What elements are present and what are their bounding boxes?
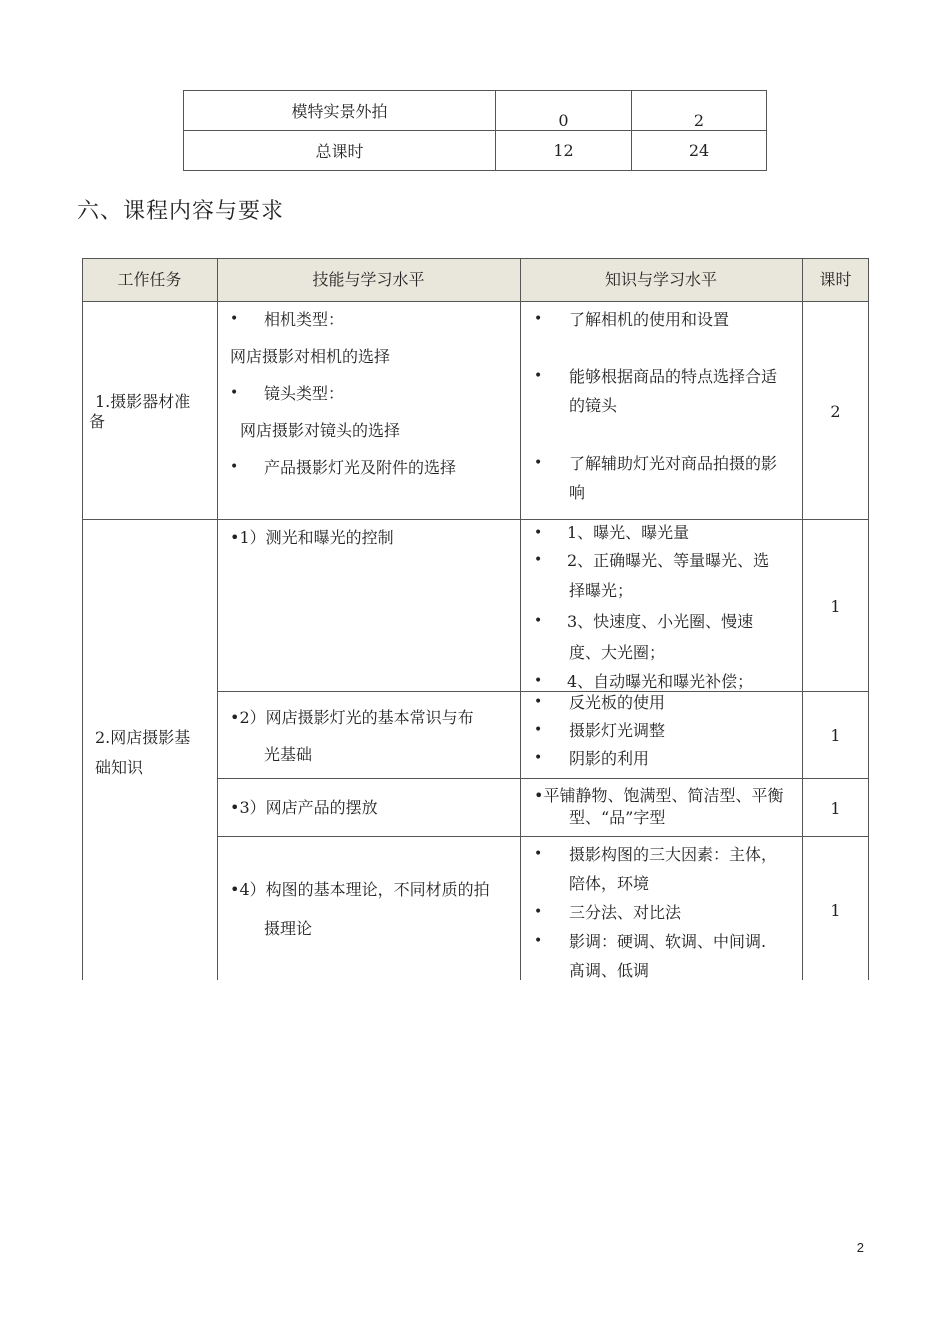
table-cell: 24 xyxy=(632,131,767,171)
knowledge-text: •平铺静物、饱满型、简洁型、平衡 xyxy=(534,786,784,805)
bullet-icon: • xyxy=(230,385,239,401)
bullet-icon: • xyxy=(230,311,239,327)
table-cell: 模特实景外拍 xyxy=(184,91,496,131)
hours-value: 2 xyxy=(830,402,841,421)
skill-text: 网店摄影对镜头的选择 xyxy=(240,421,401,440)
header-knowledge: 知识与学习水平 xyxy=(604,270,717,289)
skill-text: 网店摄影对相机的选择 xyxy=(230,347,391,366)
bullet-icon: • xyxy=(534,455,543,471)
table-border xyxy=(802,258,803,980)
knowledge-text: 三分法、对比法 xyxy=(569,903,682,922)
skill-text: 相机类型： xyxy=(264,310,345,329)
bullet-icon: • xyxy=(534,552,543,568)
skill-text: 镜头类型： xyxy=(264,384,345,403)
table-cell: 2 xyxy=(632,91,767,131)
task-name: 础知识 xyxy=(95,758,144,777)
bullet-icon: • xyxy=(534,613,543,629)
knowledge-text: 响 xyxy=(569,483,586,502)
knowledge-text: 了解相机的使用和设置 xyxy=(569,310,730,329)
knowledge-text: 反光板的使用 xyxy=(569,693,666,712)
table-border xyxy=(82,519,869,520)
bullet-icon: • xyxy=(534,673,543,689)
skill-text: •4）构图的基本理论，不同材质的拍 xyxy=(230,880,490,899)
skill-text: •3）网店产品的摆放 xyxy=(230,798,378,817)
bullet-icon: • xyxy=(534,750,543,766)
knowledge-text: 的镜头 xyxy=(569,396,618,415)
knowledge-text: 择曝光； xyxy=(569,581,634,600)
task-name: 备 xyxy=(89,412,106,431)
knowledge-text: 能够根据商品的特点选择合适 xyxy=(569,367,778,386)
table-border xyxy=(82,301,869,302)
header-hours: 课时 xyxy=(819,270,852,289)
hours-value: 1 xyxy=(830,901,841,920)
bullet-icon: • xyxy=(534,694,543,710)
section-heading: 六、课程内容与要求 xyxy=(77,199,285,224)
task-name: 2.网店摄影基 xyxy=(95,728,191,747)
skill-text: •1）测光和曝光的控制 xyxy=(230,528,394,547)
bullet-icon: • xyxy=(534,525,543,541)
knowledge-text: 影调：硬调、软调、中间调. xyxy=(569,932,767,951)
knowledge-text: 3、快速度、小光圈、慢速 xyxy=(567,612,754,631)
table-border xyxy=(868,258,869,980)
header-task: 工作任务 xyxy=(117,270,182,289)
bullet-icon: • xyxy=(534,933,543,949)
skill-text: •2）网店摄影灯光的基本常识与布 xyxy=(230,708,474,727)
summary-table xyxy=(183,90,767,171)
bullet-icon: • xyxy=(534,722,543,738)
hours-value: 1 xyxy=(830,597,841,616)
knowledge-text: 陪体，环境 xyxy=(569,874,650,893)
skill-text: 摄理论 xyxy=(264,919,313,938)
hours-value: 1 xyxy=(830,726,841,745)
skill-text: 光基础 xyxy=(264,745,313,764)
knowledge-text: 阴影的利用 xyxy=(569,749,650,768)
content-table xyxy=(82,258,869,980)
knowledge-text: 度、大光圈； xyxy=(569,643,666,662)
bullet-icon: • xyxy=(534,311,543,327)
skill-text: 产品摄影灯光及附件的选择 xyxy=(264,458,457,477)
table-cell: 0 xyxy=(496,91,632,131)
header-skills: 技能与学习水平 xyxy=(312,270,425,289)
table-border xyxy=(217,778,869,779)
hours-value: 1 xyxy=(830,799,841,818)
bullet-icon: • xyxy=(534,904,543,920)
table-border xyxy=(217,691,869,692)
knowledge-text: 了解辅助灯光对商品拍摄的影 xyxy=(569,454,778,473)
task-name: 1.摄影器材准 xyxy=(95,392,191,411)
knowledge-text: 4、自动曝光和曝光补偿； xyxy=(567,672,754,691)
bullet-icon: • xyxy=(230,459,239,475)
table-row xyxy=(184,91,767,131)
bullet-icon: • xyxy=(534,368,543,384)
table-border xyxy=(520,258,521,980)
knowledge-text: 摄影构图的三大因素：主体， xyxy=(569,845,778,864)
knowledge-text: 摄影灯光调整 xyxy=(569,721,666,740)
table-border xyxy=(82,258,869,259)
knowledge-text: 型、“品”字型 xyxy=(569,808,666,827)
table-border xyxy=(82,258,83,980)
table-border xyxy=(217,258,218,980)
table-row xyxy=(184,131,767,171)
knowledge-text: 髙调、低调 xyxy=(569,961,650,980)
table-cell: 总课时 xyxy=(184,131,496,171)
knowledge-text: 1、曝光、曝光量 xyxy=(567,523,690,542)
table-cell: 12 xyxy=(496,131,632,171)
table-border xyxy=(217,836,869,837)
knowledge-text: 2、正确曝光、等量曝光、选 xyxy=(567,551,770,570)
page-number: 2 xyxy=(856,1240,864,1255)
bullet-icon: • xyxy=(534,846,543,862)
